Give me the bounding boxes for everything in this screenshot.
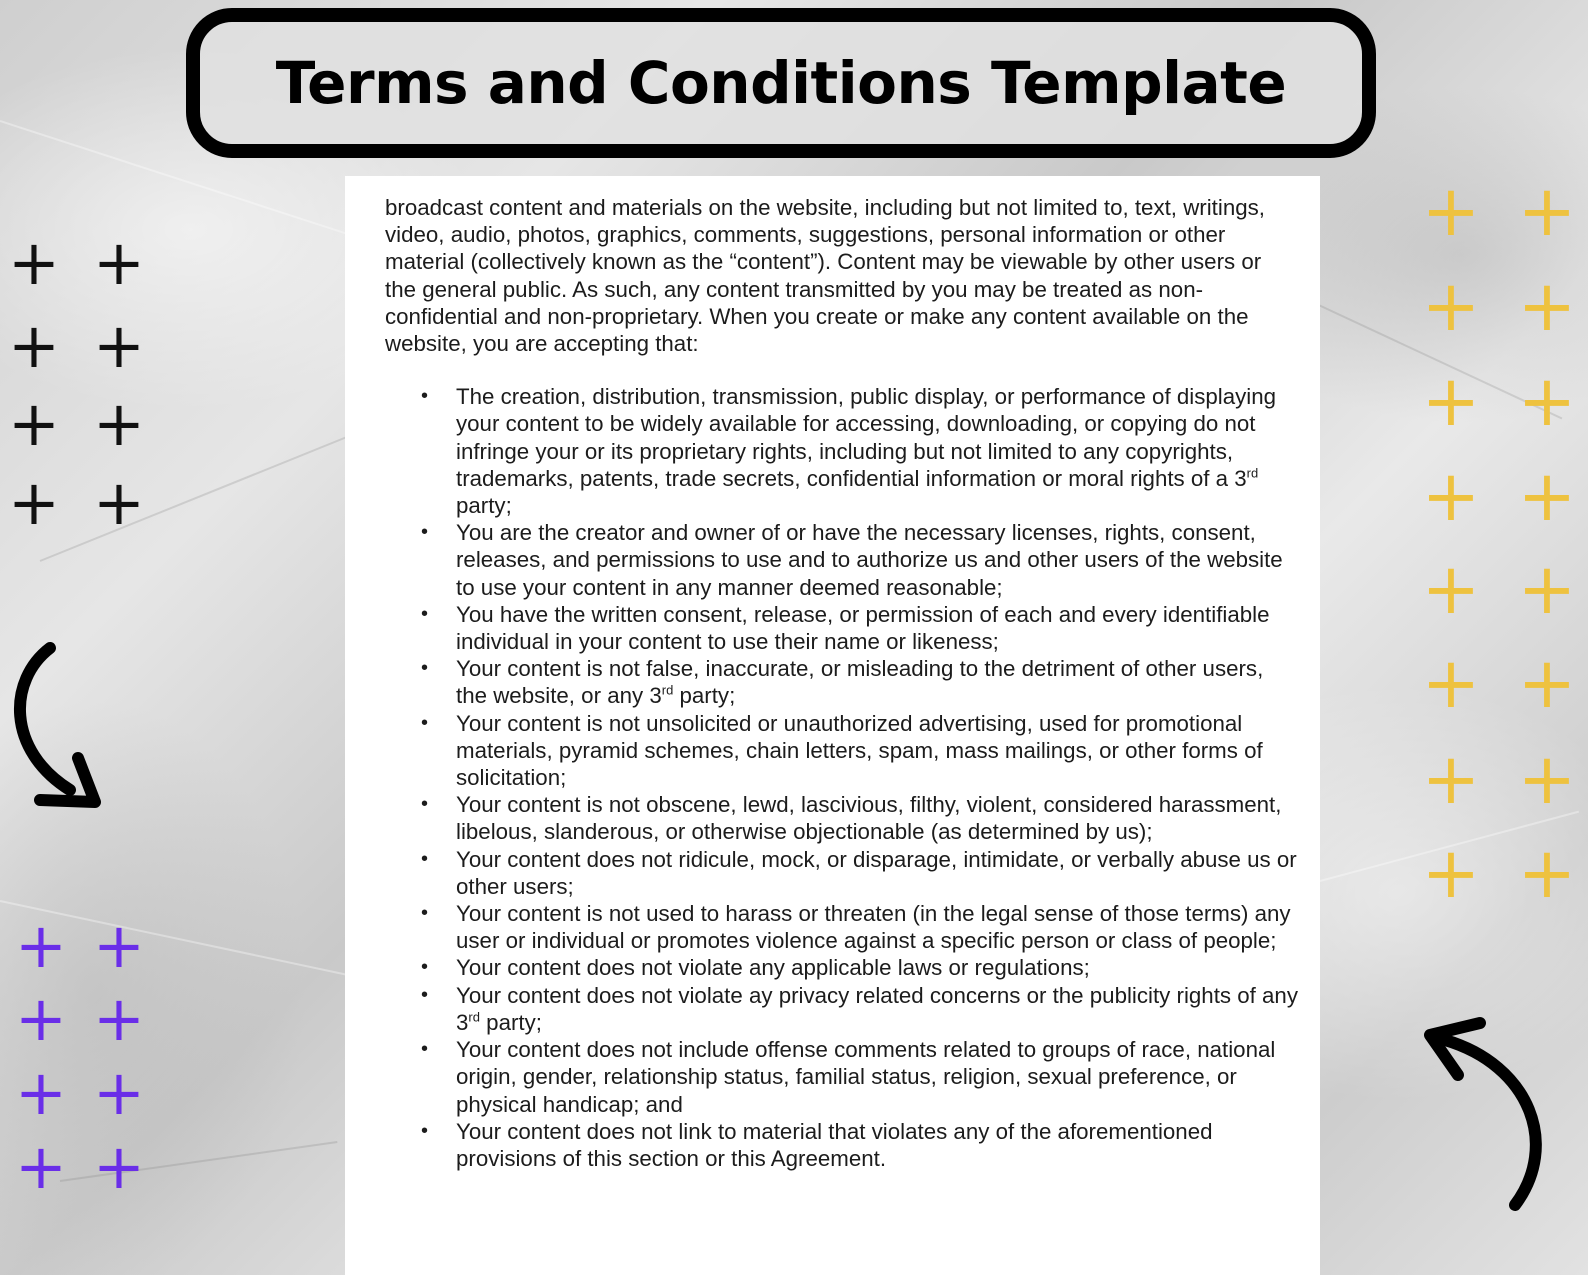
plus-icon: +	[1421, 642, 1481, 724]
paper-crease	[40, 436, 347, 561]
plus-icon: +	[1421, 548, 1481, 630]
intro-paragraph: broadcast content and materials on the website, including but not limited to, text, writings, video, audio, photos, graphics, comments, suggestions, personal information or other material (collectively known as the “content”). Content may be viewable by other users or the general public. As such, any content transmitted by you may be treated as non-confidential and non-proprietary. When you create or make any content available on the website, you are accepting that:	[385, 195, 1265, 357]
ordinal-superscript: rd	[1246, 465, 1259, 481]
plus-icon: +	[8, 387, 60, 460]
plus-icon: +	[15, 909, 67, 982]
list-item	[456, 954, 1298, 981]
terms-list	[385, 383, 1298, 1172]
plus-icon: +	[8, 466, 60, 539]
curved-arrow-up-icon	[1420, 1015, 1550, 1215]
ordinal-superscript: rd	[661, 683, 674, 699]
list-item	[456, 601, 1298, 655]
plus-icon: +	[1517, 642, 1577, 724]
list-item	[456, 710, 1298, 792]
list-item	[456, 982, 1298, 1036]
plus-icon: +	[1421, 360, 1481, 442]
page-title: Terms and Conditions Template	[275, 49, 1287, 117]
plus-icon: +	[1517, 265, 1577, 347]
title-banner	[186, 8, 1376, 158]
list-item-text: Your content is not used to harass or threaten (in the legal sense of those terms) any user or individual or promotes violence against a specific person or class of people;	[456, 901, 1291, 954]
plus-icon: +	[93, 226, 145, 299]
plus-icon: +	[1517, 170, 1577, 252]
plus-icon: +	[15, 1130, 67, 1203]
ordinal-superscript: rd	[468, 1009, 480, 1025]
list-item-text: Your content does not violate ay privacy related concerns or the publicity rights of any 3	[456, 982, 1298, 1035]
list-item	[456, 519, 1298, 601]
list-item	[456, 383, 1298, 519]
list-item-text: You are the creator and owner of or have the necessary licenses, rights, consent, releases, and permissions to use and to authorize us and other users of the website to use your content in any manner deemed reasonable;	[456, 520, 1283, 600]
list-item	[456, 1036, 1298, 1118]
plus-icon: +	[93, 309, 145, 382]
plus-icon: +	[1421, 832, 1481, 914]
list-item-text: Your content is not false, inaccurate, or misleading to the detriment of other users, the website, or any 3	[456, 656, 1264, 709]
document-page	[345, 176, 1320, 1275]
list-item-text: Your content is not unsolicited or unauthorized advertising, used for promotional materials, pyramid schemes, chain letters, spam, mass mailings, or other forms of solicitation;	[456, 710, 1263, 791]
list-item-tail: party;	[456, 493, 512, 519]
plus-icon: +	[93, 387, 145, 460]
plus-icon: +	[93, 1130, 145, 1203]
plus-icon: +	[1421, 455, 1481, 537]
list-item	[456, 900, 1298, 954]
list-item-text: Your content does not ridicule, mock, or disparage, intimidate, or verbally abuse us or other users;	[456, 846, 1297, 899]
list-item	[456, 791, 1298, 845]
list-item-text: Your content does not include offense comments related to groups of race, national origin, gender, relationship status, familial status, religion, sexual preference, or physical handicap; and	[456, 1037, 1276, 1117]
plus-icon: +	[93, 909, 145, 982]
plus-icon: +	[1517, 548, 1577, 630]
plus-icon: +	[8, 309, 60, 382]
list-item-text: Your content does not link to material that violates any of the aforementioned provisions of this section or this Agreement.	[456, 1118, 1213, 1171]
plus-icon: +	[93, 466, 145, 539]
plus-icon: +	[1517, 832, 1577, 914]
list-item	[456, 846, 1298, 900]
plus-icon: +	[15, 982, 67, 1055]
plus-icon: +	[93, 982, 145, 1055]
list-item	[456, 655, 1298, 709]
list-item-text: Your content is not obscene, lewd, lascivious, filthy, violent, considered harassment, libelous, slanderous, or otherwise objectionable (as determined by us);	[456, 792, 1282, 845]
plus-icon: +	[1517, 360, 1577, 442]
plus-icon: +	[93, 1056, 145, 1129]
plus-icon: +	[1421, 265, 1481, 347]
list-item-text: You have the written consent, release, or permission of each and every identifiable individual in your content to use their name or likeness;	[456, 601, 1270, 655]
plus-icon: +	[1517, 455, 1577, 537]
plus-icon: +	[15, 1056, 67, 1129]
plus-icon: +	[1421, 738, 1481, 820]
list-item-tail: party;	[673, 683, 736, 709]
list-item	[456, 1118, 1298, 1172]
curved-arrow-down-icon	[0, 640, 110, 815]
plus-icon: +	[1421, 170, 1481, 252]
plus-icon: +	[1517, 738, 1577, 820]
list-item-text: The creation, distribution, transmission, public display, or performance of displaying your content to be widely available for accessing, downloading, or copying do not infringe your or its proprietary rights, including but not limited to any copyrights, trademarks, patents, trade secrets, confidential information or moral rights of a 3	[456, 384, 1277, 491]
list-item-text: Your content does not violate any applicable laws or regulations;	[456, 955, 1090, 981]
plus-icon: +	[8, 226, 60, 299]
list-item-tail: party;	[479, 1009, 542, 1035]
